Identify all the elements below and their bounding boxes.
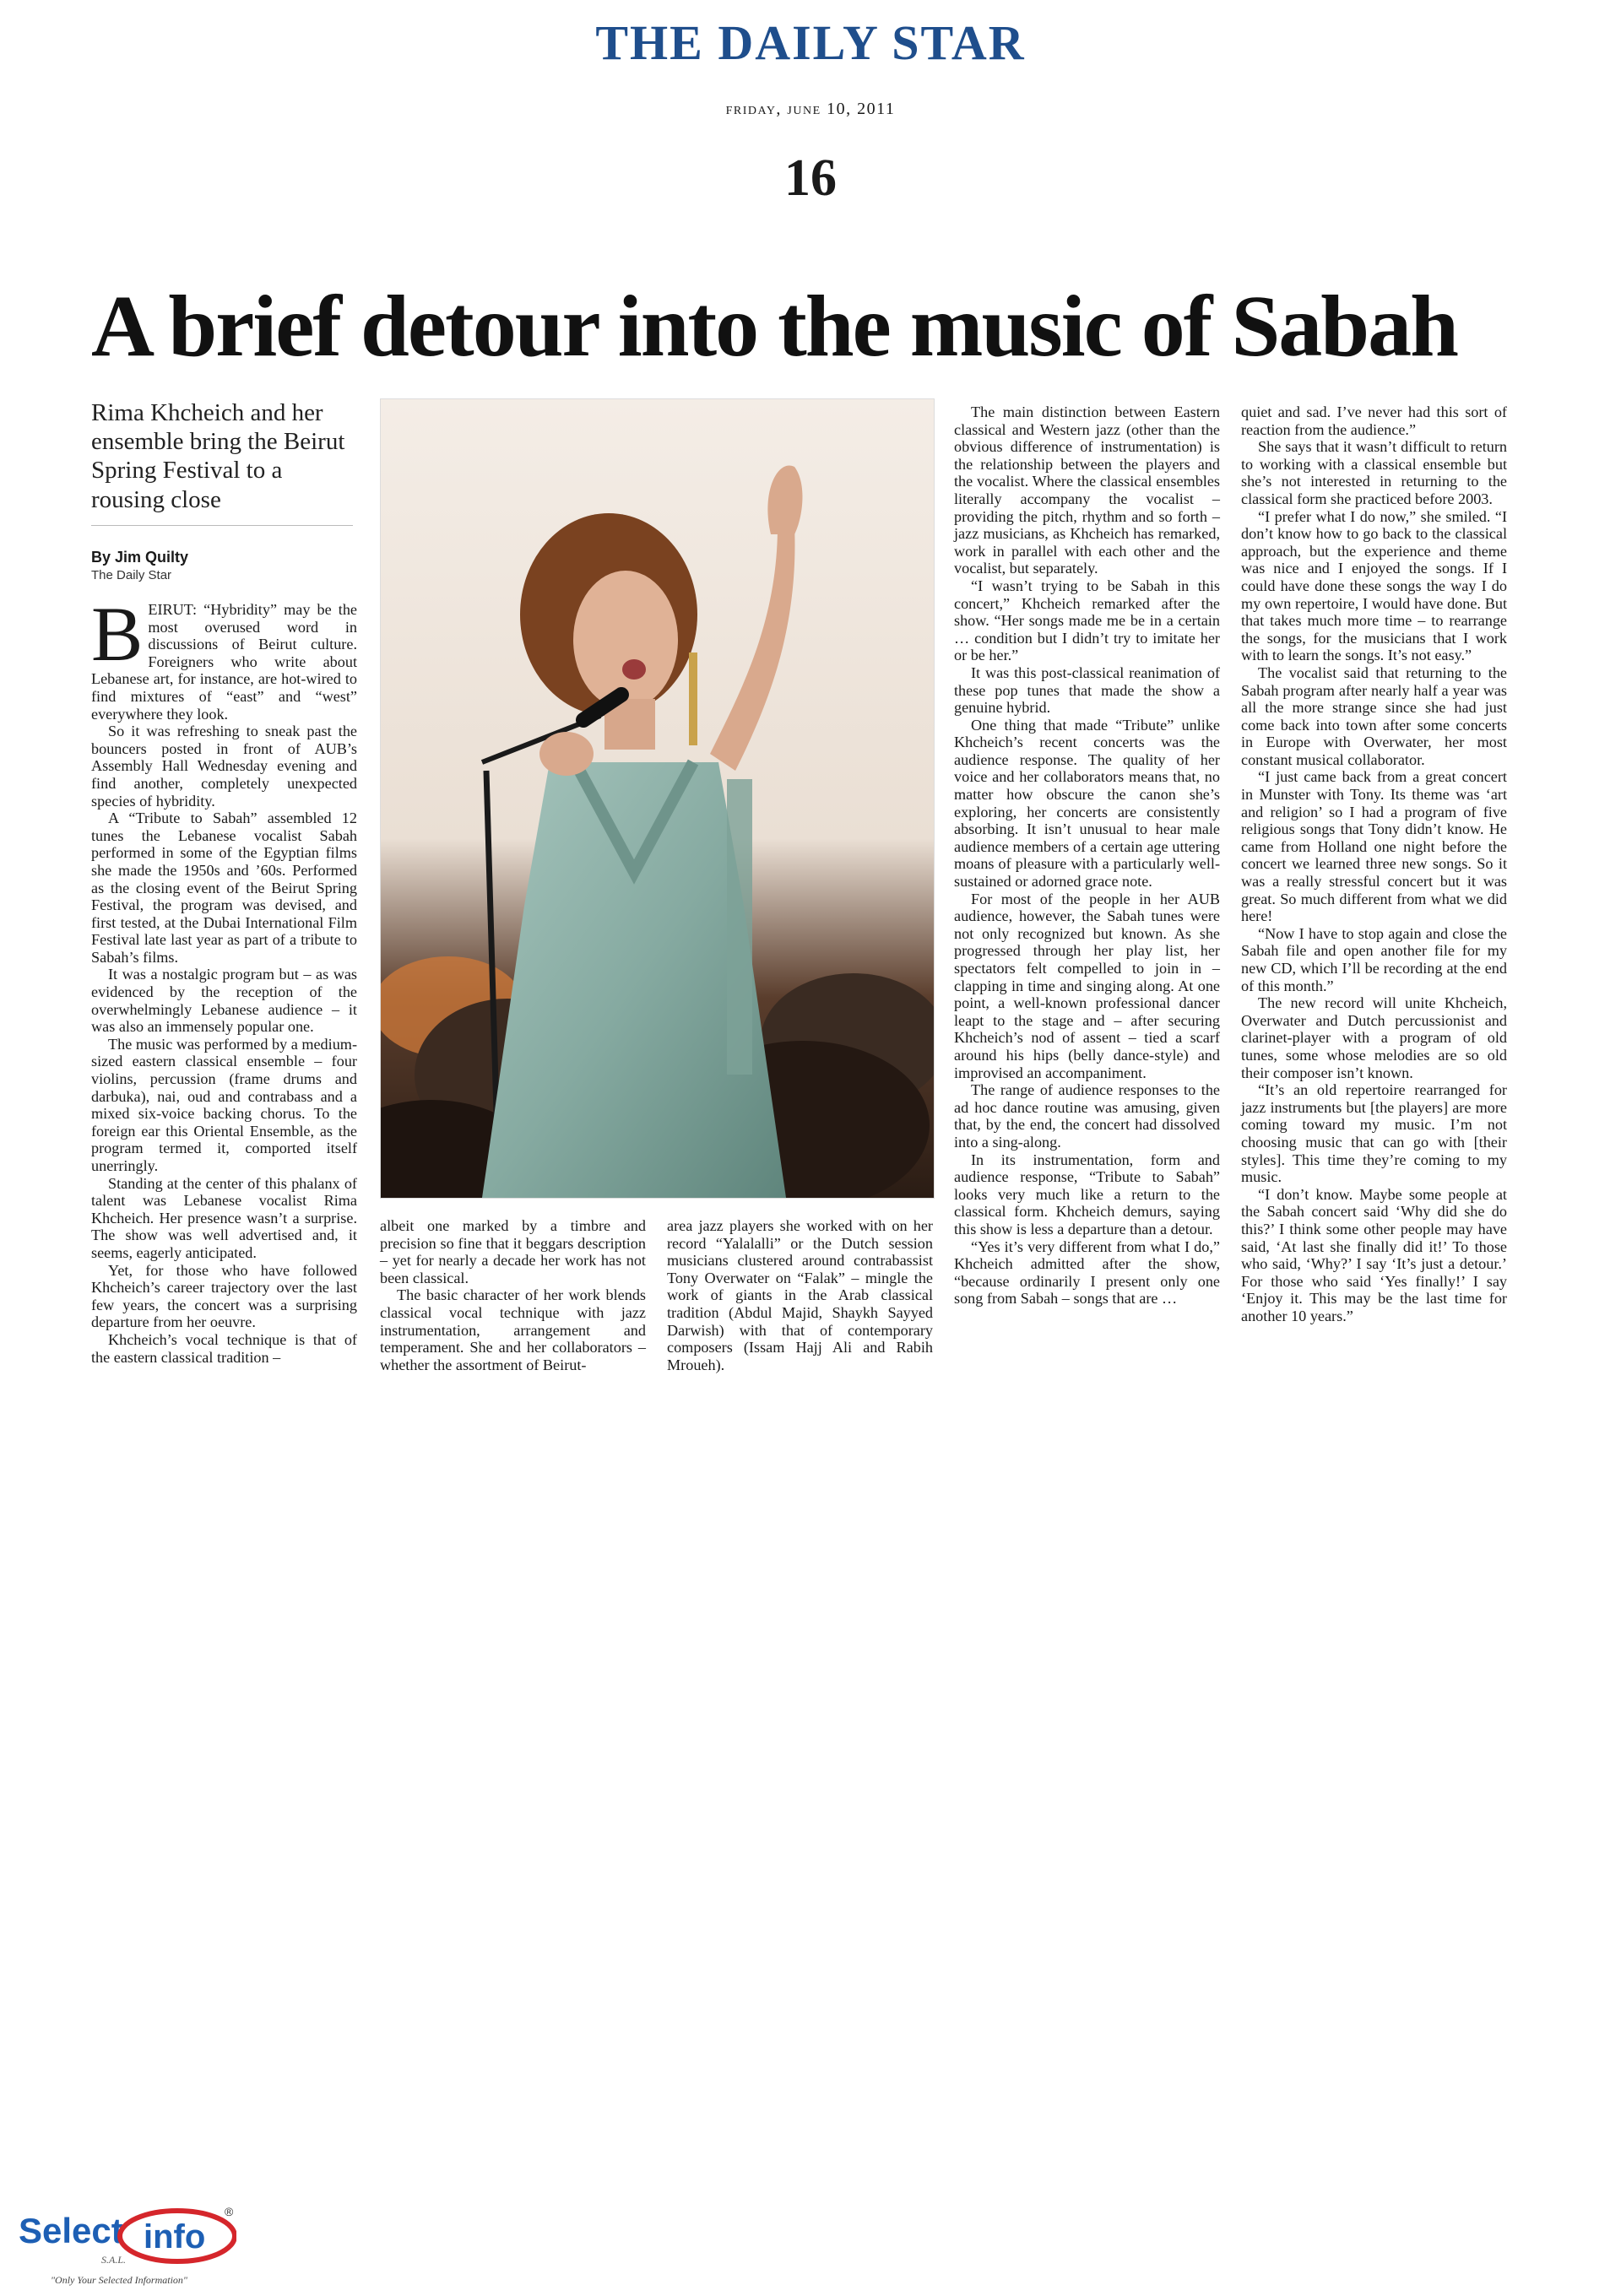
article-paragraph: “I wasn’t trying to be Sabah in this concert,” Khcheich remarked after the show. “Her songs made me be in a certain … condition but I didn’t try to imitate her or be her.” (954, 577, 1220, 664)
article-paragraph: The basic character of her work blends classical vocal technique with jazz instrumentation, arrangement and temperament. She and her collaborators – whether the assortment of Beirut- (380, 1286, 646, 1373)
article-paragraph: The music was performed by a medium-sized eastern classical ensemble – four violins, percussion (frame drums and darbuka), nai, oud and contrabass and a mixed six-voice backing chorus. To the foreign ear this Oriental Ensemble, as the program termed it, comported itself unerringly. (91, 1035, 357, 1174)
article-paragraph: She says that it wasn’t difficult to return to working with a classical ensemble but she’s not interested in returning to the classical form she practiced before 2003. (1241, 438, 1507, 507)
article-deck: Rima Khcheich and her ensemble bring the Beirut Spring Festival to a rousing close (91, 399, 345, 513)
article-paragraph: “I just came back from a great concert in Munster with Tony. Its theme was ‘art and religion’ so I had a program of five religious songs that Tony didn’t know. He came from Holland one night before the concert we learned three new songs. So it was a really stressful concert but it was great. So much different from what we did here! (1241, 768, 1507, 925)
article-headline: A brief detour into the music of Sabah (91, 278, 1457, 375)
article-paragraph: It was this post-classical reanimation of these pop tunes that made the show a genuine hybrid. (954, 663, 1220, 717)
select-info-logo (17, 2199, 236, 2292)
article-paragraph: BEIRUT: “Hybridity” may be the most overused word in discussions of Beirut culture. Foreigners who write about Lebanese art, for instance, are hot-wired to find mixtures of “east” and “west” everywhere they look. (91, 591, 357, 723)
article-paragraph: “Yes it’s very different from what I do,” Khcheich admitted after the show, “because ordinarily I present only one song from Sabah – songs that are … (954, 1237, 1220, 1308)
byline: By Jim Quilty (91, 549, 189, 566)
article-photo (380, 398, 935, 1199)
issue-date: friday, june 10, 2011 (725, 100, 896, 118)
logo-tagline: "Only Your Selected Information" (51, 2274, 187, 2286)
drop-cap: B (91, 591, 144, 677)
logo-registered: ® (225, 2205, 234, 2218)
page-number: 16 (784, 149, 837, 207)
article-paragraph: “I prefer what I do now,” she smiled. “I don’t know how to go back to the classical approach, but the experience and theme was nice and I enjoyed the songs. If I could have done these songs the way I do my own repertoire, I would have done. But that takes much more time – to rearrange the songs, for the musicians that I work with to learn the songs. It’s not easy.” (1241, 507, 1507, 664)
article-paragraph: It was a nostalgic program but – as was evidenced by the reception of the overwhelmingly Lebanese audience – it was also an immensely popular one. (91, 966, 357, 1036)
byline-source: The Daily Star (91, 568, 172, 582)
article-paragraph: The vocalist said that returning to the Sabah program after nearly half a year was all the more strange since she had just come back into town after some concerts in Europe with Overwater, her most constant musical collaborator. (1241, 663, 1507, 768)
masthead (0, 15, 1621, 70)
article-paragraph: “I don’t know. Maybe some people at the Sabah concert said ‘Why did she do this?’ I think some other people may have said, ‘At last she finally did it!’ To those who said, ‘Why?’ I say ‘It’s just a detour.’ For those who said ‘Yes finally!’ I say ‘Enjoy it. This may be the last time for another 10 years.” (1241, 1185, 1507, 1324)
singer-photo-illustration (381, 399, 934, 1198)
article-paragraph: A “Tribute to Sabah” assembled 12 tunes the Lebanese vocalist Sabah performed in some of the Egyptian films she made the 1950s and ’60s. Performed as the closing event of the Beirut Spring Festival, the program was devised, and first tested, at the Dubai International Film Festival late last year as part of a tribute to Sabah’s films. (91, 810, 357, 966)
article-column-1 (91, 591, 357, 1366)
deck-divider (91, 525, 353, 526)
masthead-title: THE DAILY STAR (595, 15, 1026, 70)
article-paragraph: albeit one marked by a timbre and precision so fine that it beggars description – yet for nearly a decade her work has not been classical. (380, 1217, 646, 1286)
article-paragraph: “It’s an old repertoire rearranged for jazz instruments but [the players] are more coming toward my music. I’m not choosing music that can go with [their styles]. This time they’re coming to my music. (1241, 1081, 1507, 1186)
select-info-logo-mark (17, 2199, 236, 2292)
article-paragraph: In its instrumentation, form and audience response, “Tribute to Sabah” looks very much like a return to the classical form. Khcheich demurs, saying this show is less a departure than a detour. (954, 1151, 1220, 1237)
article-paragraph: So it was refreshing to sneak past the bouncers posted in front of AUB’s Assembly Hall Wednesday evening and find another, completely unexpected species of hybridity. (91, 723, 357, 810)
article-paragraph: “Now I have to stop again and close the Sabah file and open another file for my new CD, which I’ll be recording at the end of this month.” (1241, 924, 1507, 994)
article-paragraph: quiet and sad. I’ve never had this sort of reaction from the audience.” (1241, 403, 1507, 438)
article-paragraph: One thing that made “Tribute” unlike Khcheich’s recent concerts was the audience response. The quality of her voice and her collaborators means that, no matter how obscure the canon she’s exploring, her concerts are consistently absorbing. It isn’t unusual to hear male audience members of a certain age uttering moans of pleasure with a particularly well-sustained or adorned grace note. (954, 716, 1220, 891)
article-column-5 (1241, 403, 1507, 1324)
article-paragraph: Yet, for those who have followed Khcheich’s career trajectory over the last few years, the concert was a surprising departure from her oeuvre. (91, 1261, 357, 1331)
article-paragraph: For most of the people in her AUB audience, however, the Sabah tunes were not only recognized but known. As she progressed through her play list, her spectators felt compelled to join in – clapping in time and singing along. At one point, a well-known professional dancer leapt to the stage and – after securing Khcheich’s nod of assent – tied a scarf around his hips (belly dance-style) and improvised an accompaniment. (954, 890, 1220, 1081)
article-paragraph: The main distinction between Eastern classical and Western jazz (other than the obvious difference of instrumentation) is the relationship between the players and the vocalist. Where the classical ensembles literally accompany the vocalist – providing the pitch, rhythm and so forth – jazz musicians, as Khcheich has remarked, work in parallel with each other and the vocalist, but separately. (954, 403, 1220, 577)
logo-badge: info (144, 2218, 206, 2255)
article-column-3 (667, 1217, 933, 1373)
article-paragraph: The new record will unite Khcheich, Overwater and Dutch percussionist and clarinet-player with a program of old tunes, some whose melodies are so old their composer isn’t known. (1241, 994, 1507, 1081)
logo-name: Select (19, 2211, 123, 2250)
article-paragraph: area jazz players she worked with on her record “Yalalalli” or the Dutch session musicians clustered around contrabassist Tony Overwater on “Falak” – mingle the work of giants in the Arab classical tradition (Abdul Majid, Shaykh Sayyed Darwish) with that of contemporary composers (Issam Hajj Ali and Rabih Mroueh). (667, 1217, 933, 1373)
article-paragraph: Standing at the center of this phalanx of talent was Lebanese vocalist Rima Khcheich. Her presence wasn’t a surprise. The show was well advertised and, it seems, eagerly anticipated. (91, 1174, 357, 1261)
article-paragraph: The range of audience responses to the ad hoc dance routine was amusing, given that, by the end, the concert had dissolved into a sing-along. (954, 1081, 1220, 1151)
logo-suffix: S.A.L. (101, 2254, 127, 2266)
article-column-2 (380, 1217, 646, 1373)
article-paragraph: Khcheich’s vocal technique is that of the eastern classical tradition – (91, 1330, 357, 1366)
article-column-4 (954, 403, 1220, 1308)
